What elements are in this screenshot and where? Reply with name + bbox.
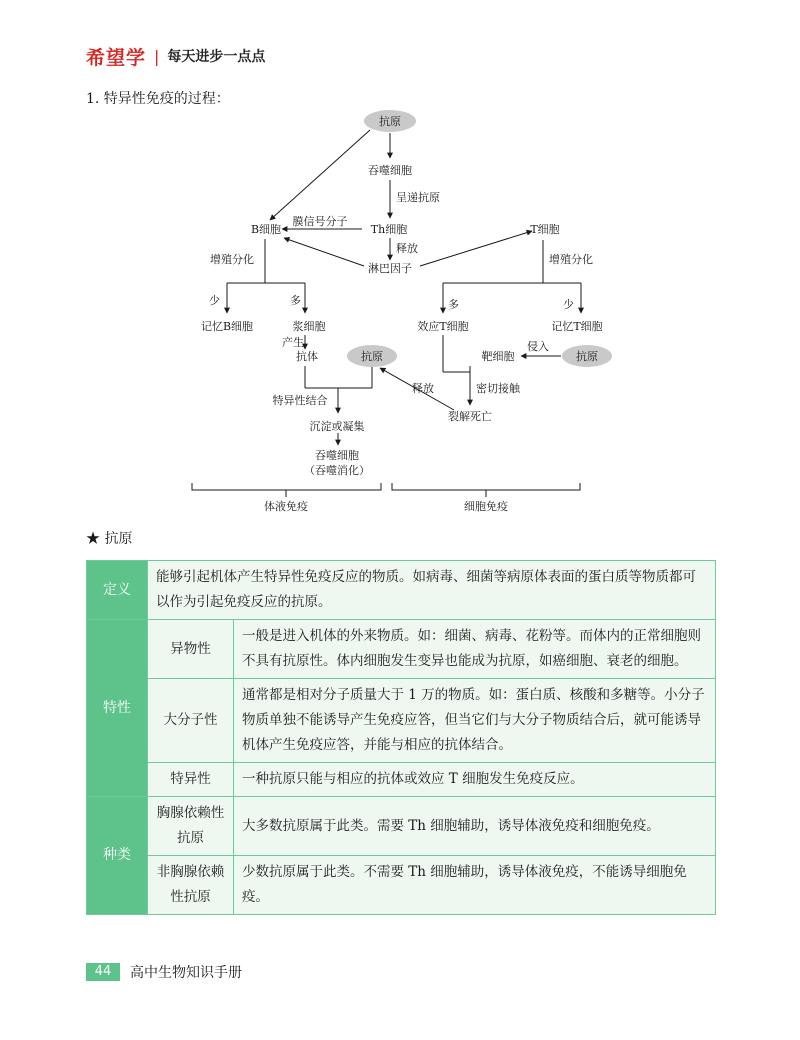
star-icon: ★: [86, 531, 100, 547]
proliferate-label-right: 增殖分化: [549, 253, 593, 266]
b-cell-node: B细胞: [250, 223, 282, 236]
cellular-bracket: [392, 483, 580, 497]
present-antigen-label: 呈递抗原: [396, 191, 440, 204]
property-name: 特异性: [148, 763, 234, 797]
invade-label: 侵入: [527, 340, 549, 353]
type-text: 少数抗原属于此类。不需要 Th 细胞辅助，诱导体液免疫，不能诱导细胞免疫。: [234, 856, 716, 915]
specific-binding-node: 特异性结合: [272, 394, 328, 407]
page-number: 44: [86, 963, 120, 981]
precipitate-node: 沉淀或凝集: [309, 420, 365, 433]
definition-label: 定义: [87, 561, 148, 620]
cellular-immunity-label: 细胞免疫: [464, 500, 508, 513]
humoral-immunity-label: 体液免疫: [264, 500, 308, 513]
effector-t-node: 效应T细胞: [417, 320, 469, 333]
definition-text: 能够引起机体产生特异性免疫反应的物质。如病毒、细菌等病原体表面的蛋白质等物质都可以作为引起免疫反应的抗原。: [148, 561, 716, 620]
proliferate-label-left: 增殖分化: [210, 253, 254, 266]
antigen-right: 抗原: [576, 350, 598, 363]
property-text: 通常都是相对分子质量大于 1 万的物质。如：蛋白质、核酸和多糖等。小分子物质单独不能诱导产生免疫应答，但当它们与大分子物质结合后，就可能诱导机体产生免疫应答，并能与相应的抗体结合。: [234, 679, 716, 763]
antigen-section-title: [86, 528, 132, 548]
property-text: 一般是进入机体的外来物质。如：细菌、病毒、花粉等。而体内的正常细胞则不具有抗原性。体内细胞发生变异也能成为抗原，如癌细胞、衰老的细胞。: [234, 620, 716, 679]
phagocyte-bottom-node: 吞噬细胞: [315, 449, 359, 462]
close-contact-label: 密切接触: [476, 382, 520, 395]
th-cell-node: Th细胞: [370, 223, 408, 236]
phagocytosis-digest-label: （吞噬消化）: [304, 464, 370, 477]
lymphokine-node: 淋巴因子: [368, 262, 412, 275]
lysis-node: 裂解死亡: [448, 410, 492, 423]
humoral-bracket: [192, 483, 381, 497]
book-title: 高中生物知识手册: [130, 965, 242, 981]
phagocyte-node: 吞噬细胞: [368, 164, 412, 177]
property-name: 大分子性: [148, 679, 234, 763]
table-row: [87, 797, 716, 856]
section-title: 1. 特异性免疫的过程：: [86, 91, 230, 107]
property-name: 异物性: [148, 620, 234, 679]
property-text: 一种抗原只能与相应的抗体或效应 T 细胞发生免疫反应。: [234, 763, 716, 797]
page-footer: [86, 963, 242, 981]
membrane-signal-label: 膜信号分子: [292, 215, 348, 228]
header-slogan: 每天进步一点点: [167, 49, 266, 65]
t-cell-node: T细胞: [530, 223, 560, 236]
type-name: 胸腺依赖性抗原: [148, 797, 234, 856]
few-label-right: 少: [563, 298, 574, 311]
release-label-1: 释放: [396, 242, 418, 255]
antigen-middle: 抗原: [361, 350, 383, 363]
header-separator: |: [154, 46, 160, 66]
properties-label: 特性: [87, 620, 148, 797]
type-name: 非胸腺依赖性抗原: [148, 856, 234, 915]
plasma-cell-node: 浆细胞: [292, 320, 326, 333]
many-label-left: 多: [290, 294, 301, 307]
few-label-left: 少: [209, 294, 220, 307]
target-cell-node: 靶细胞: [481, 350, 515, 363]
antibody-node: 抗体: [296, 350, 318, 363]
memory-t-node: 记忆T细胞: [551, 320, 603, 333]
table-row: [87, 620, 716, 679]
table-row: [87, 561, 716, 620]
produce-label: 产生: [282, 336, 304, 349]
types-label: 种类: [87, 797, 148, 915]
antigen-top: 抗原: [379, 115, 401, 128]
type-text: 大多数抗原属于此类。需要 Th 细胞辅助，诱导体液免疫和细胞免疫。: [234, 797, 716, 856]
brand-logo: 希望学: [86, 46, 147, 69]
many-label-right: 多: [448, 298, 459, 311]
release-label-2: 释放: [412, 382, 434, 395]
table-row: [87, 856, 716, 915]
table-row: [87, 679, 716, 763]
antigen-table: [86, 560, 716, 915]
antigen-section-heading: 抗原: [104, 531, 133, 547]
table-row: [87, 763, 716, 797]
memory-b-node: 记忆B细胞: [200, 320, 254, 333]
